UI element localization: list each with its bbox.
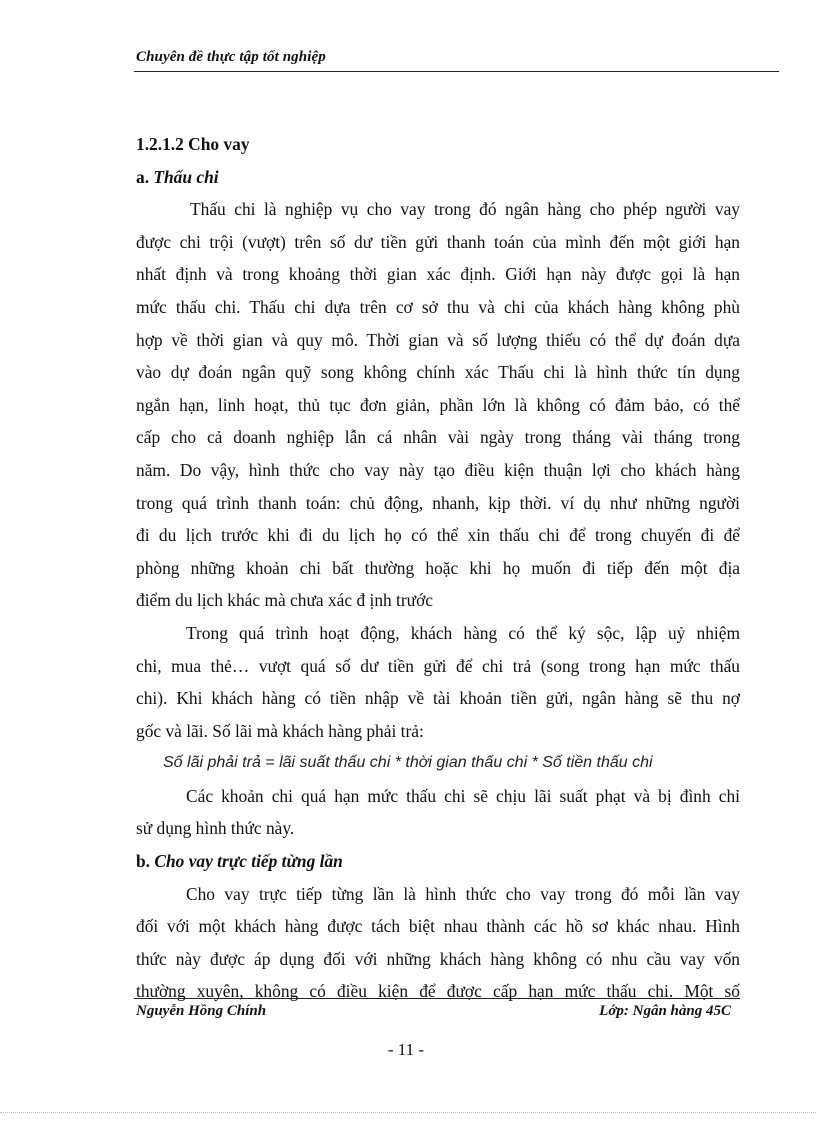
subheading-a-label: a. bbox=[136, 166, 154, 187]
paragraph-line: trong quá trình thanh toán: chủ động, nhanh, kịp thời. ví dụ như những người bbox=[136, 492, 740, 513]
footer-rule bbox=[134, 998, 740, 999]
paragraph-line: thức này được áp dụng đối với những khách hàng không có nhu cầu vay vốn bbox=[136, 948, 740, 969]
paragraph-line: hợp về thời gian và quy mô. Thời gian và số lượng thiếu có thể dự đoán dựa bbox=[136, 329, 740, 350]
section-heading: 1.2.1.2 Cho vay bbox=[136, 134, 250, 154]
paragraph-line: ngắn hạn, linh hoạt, thủ tục đơn giản, phần lớn là không có đảm bảo, có thể bbox=[136, 394, 740, 415]
footer-class: Lớp: Ngân hàng 45C bbox=[599, 1003, 731, 1019]
subheading-a bbox=[136, 161, 740, 194]
subheading-b-label: b. bbox=[136, 851, 155, 872]
paragraph-line: mức thấu chi. Thấu chi dựa trên cơ sở thu và chi của khách hàng không phù bbox=[136, 296, 740, 317]
footer-author: Nguyễn Hồng Chính bbox=[136, 1003, 267, 1019]
subheading-b bbox=[136, 845, 740, 878]
paragraph-line: thường xuyên, không có điều kiện để được cấp hạn mức thấu chi. Một số bbox=[136, 981, 740, 1002]
paragraph-line: gốc và lãi. Số lãi mà khách hàng phải trả: bbox=[136, 720, 424, 741]
document-body bbox=[136, 128, 740, 1008]
paragraph-line: chi, mua thẻ… vượt quá số dư tiền gửi để chi trả (song trong hạn mức thấu bbox=[136, 655, 740, 676]
paragraph-line: Thấu chi là nghiệp vụ cho vay trong đó ngân hàng cho phép người vay bbox=[190, 199, 740, 220]
paragraph-line: điểm du lịch khác mà chưa xác đ ịnh trước bbox=[136, 590, 434, 611]
paragraph-line: Các khoản chi quá hạn mức thấu chi sẽ chịu lãi suất phạt và bị đình chỉ bbox=[186, 785, 740, 806]
paragraph-penalty bbox=[136, 780, 740, 845]
paragraph-operation bbox=[136, 617, 740, 747]
page-boundary-dotted-line bbox=[0, 1112, 816, 1113]
paragraph-line: cấp cho cả doanh nghiệp lẫn cá nhân vài ngày trong tháng vài tháng trong bbox=[136, 427, 740, 448]
header-rule bbox=[134, 71, 779, 72]
paragraph-line: đi du lịch trước khi đi du lịch họ có thể xin thấu chi để trong chuyến đi để bbox=[136, 525, 740, 546]
paragraph-line: Cho vay trực tiếp từng lần là hình thức cho vay trong đó mỗi lần vay bbox=[186, 883, 740, 904]
paragraph-line: phòng những khoản chi bất thường hoặc khi họ muốn đi tiếp đến một địa bbox=[136, 557, 740, 578]
running-header-title: Chuyên đề thực tập tốt nghiệp bbox=[136, 49, 326, 65]
paragraph-line: năm. Do vậy, hình thức cho vay này tạo điều kiện thuận lợi cho khách hàng bbox=[136, 459, 740, 480]
paragraph-line: Trong quá trình hoạt động, khách hàng có thể ký sộc, lập uỷ nhiệm bbox=[186, 622, 740, 643]
page-number: - 11 - bbox=[387, 1040, 425, 1059]
paragraph-line: chi). Khi khách hàng có tiền nhập về tài khoản tiền gửi, ngân hàng sẽ thu nợ bbox=[136, 688, 740, 709]
paragraph-line: được chi trội (vượt) trên số dư tiền gửi thanh toán của mình đến một giới hạn bbox=[136, 231, 740, 252]
paragraph-line: sử dụng hình thức này. bbox=[136, 818, 295, 839]
paragraph-line: nhất định và trong khoảng thời gian xác định. Giới hạn này được gọi là hạn bbox=[136, 264, 740, 285]
subheading-b-title: Cho vay trực tiếp từng lần bbox=[154, 851, 343, 872]
paragraph-overdraft bbox=[136, 193, 740, 617]
interest-formula: Số lãi phải trả = lãi suất thấu chi * thời gian thấu chi * Số tiền thấu chi bbox=[163, 754, 653, 772]
paragraph-line: đối với một khách hàng được tách biệt nhau thành các hồ sơ khác nhau. Hình bbox=[136, 916, 740, 937]
paragraph-direct-loan bbox=[136, 878, 740, 1008]
paragraph-line: vào dự đoán ngân quỹ song không chính xác Thấu chi là hình thức tín dụng bbox=[136, 362, 740, 383]
subheading-a-title: Thấu chi bbox=[153, 166, 219, 187]
